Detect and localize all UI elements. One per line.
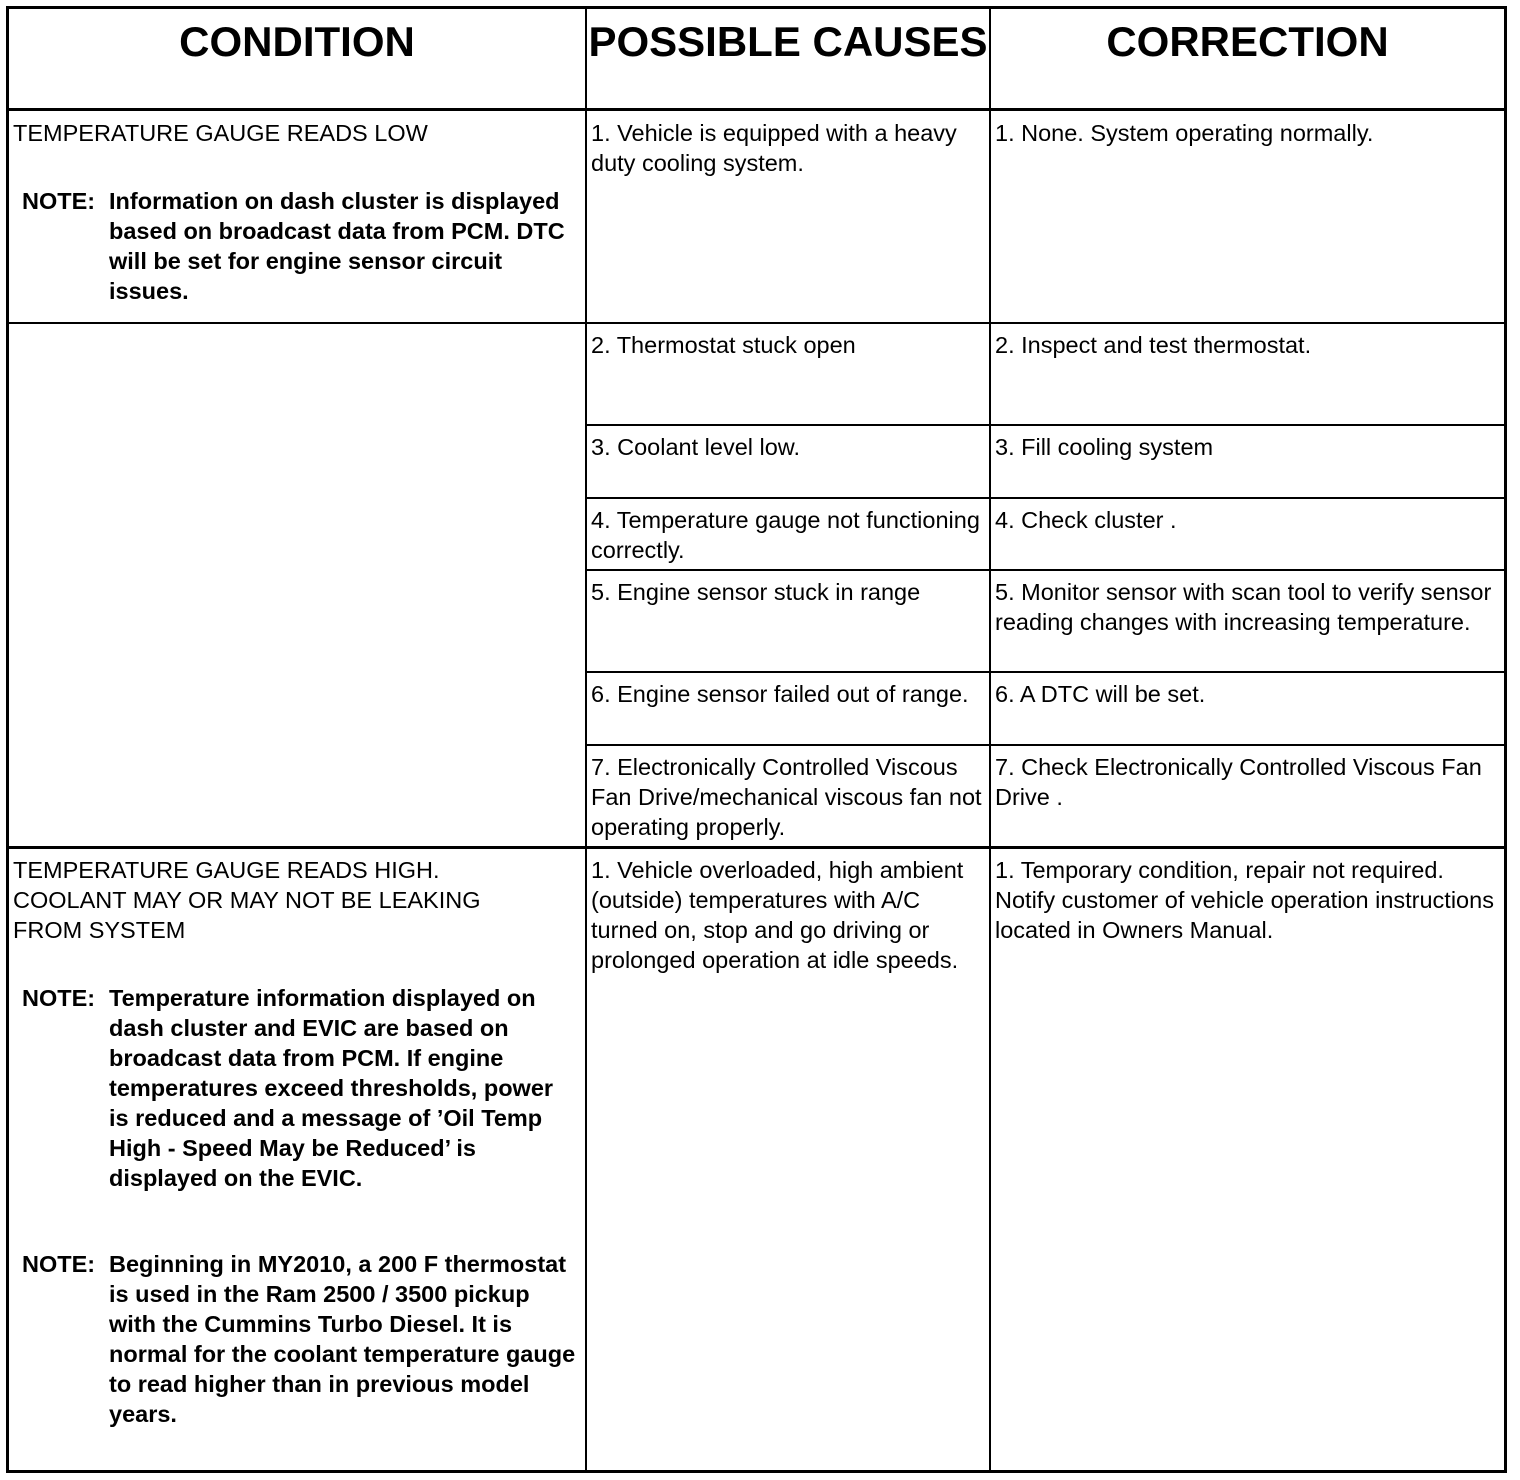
note-text: Temperature information displayed on dash cluster and EVIC are based on broadcast data from PCM. If engine temperatures exceed thresholds, power is reduced and a message of ’Oil Temp High - Speed May be Reduced’ is displayed on the EVIC. [109,985,554,1191]
header-correction: CORRECTION [1106,18,1389,65]
row-divider [9,846,1504,849]
cause-cell: 3. Coolant level low. [591,434,801,460]
cause-cell: 1. Vehicle overloaded, high ambient (outside) temperatures with A/C turned on, stop and go driving or prolonged operation at idle speeds. [591,857,964,973]
row-divider [587,569,1504,571]
cause-cell: 6. Engine sensor failed out of range. [591,681,969,707]
correction-cell: 1. Temporary condition, repair not required. Notify customer of vehicle operation instructions located in Owners Manual. [995,857,1494,943]
note-text: Information on dash cluster is displayed based on broadcast data from PCM. DTC will be set for engine sensor circuit issues. [109,188,565,304]
condition-cell-gauge-high [9,849,585,1471]
correction-cell: 1. None. System operating normally. [995,120,1374,146]
cause-cell: 2. Thermostat stuck open [591,332,856,358]
column-divider [989,9,991,1470]
condition-cell-gauge-low [9,112,585,322]
correction-cell: 3. Fill cooling system [995,434,1214,460]
note-temperature-info [9,983,585,1193]
condition-gauge-low: TEMPERATURE GAUGE READS LOW [13,120,428,146]
correction-cell: 5. Monitor sensor with scan tool to verify sensor reading changes with increasing temperature. [995,579,1492,635]
row-divider [9,322,1504,324]
header-divider [9,108,1504,111]
row-divider [587,497,1504,499]
header-condition: CONDITION [179,18,415,65]
header-possible-causes: POSSIBLE CAUSES [588,18,988,65]
note-text: Beginning in MY2010, a 200 F thermostat is used in the Ram 2500 / 3500 pickup with the Cummins Turbo Diesel. It is normal for the coolant temperature gauge to read higher than in previous model years. [109,1251,576,1427]
row-divider [587,671,1504,673]
cause-cell: 5. Engine sensor stuck in range [591,579,921,605]
row-divider [587,424,1504,426]
correction-cell: 6. A DTC will be set. [995,681,1206,707]
correction-cell: 7. Check Electronically Controlled Viscous Fan Drive . [995,754,1482,810]
column-divider [585,9,587,1470]
troubleshooting-table [6,6,1507,1473]
cause-cell: 4. Temperature gauge not functioning correctly. [591,507,980,563]
cause-cell: 1. Vehicle is equipped with a heavy duty cooling system. [591,120,957,176]
correction-cell: 2. Inspect and test thermostat. [995,332,1312,358]
note-gauge-low [9,186,585,306]
condition-gauge-high: TEMPERATURE GAUGE READS HIGH. COOLANT MAY OR MAY NOT BE LEAKING FROM SYSTEM [13,857,481,943]
row-divider [587,744,1504,746]
note-label: NOTE: [22,188,96,214]
cause-cell: 7. Electronically Controlled Viscous Fan Drive/mechanical viscous fan not operating properly. [591,754,982,840]
note-label: NOTE: [22,1251,96,1277]
correction-cell: 4. Check cluster . [995,507,1177,533]
note-label: NOTE: [22,985,96,1011]
note-my2010-thermostat [9,1249,585,1429]
